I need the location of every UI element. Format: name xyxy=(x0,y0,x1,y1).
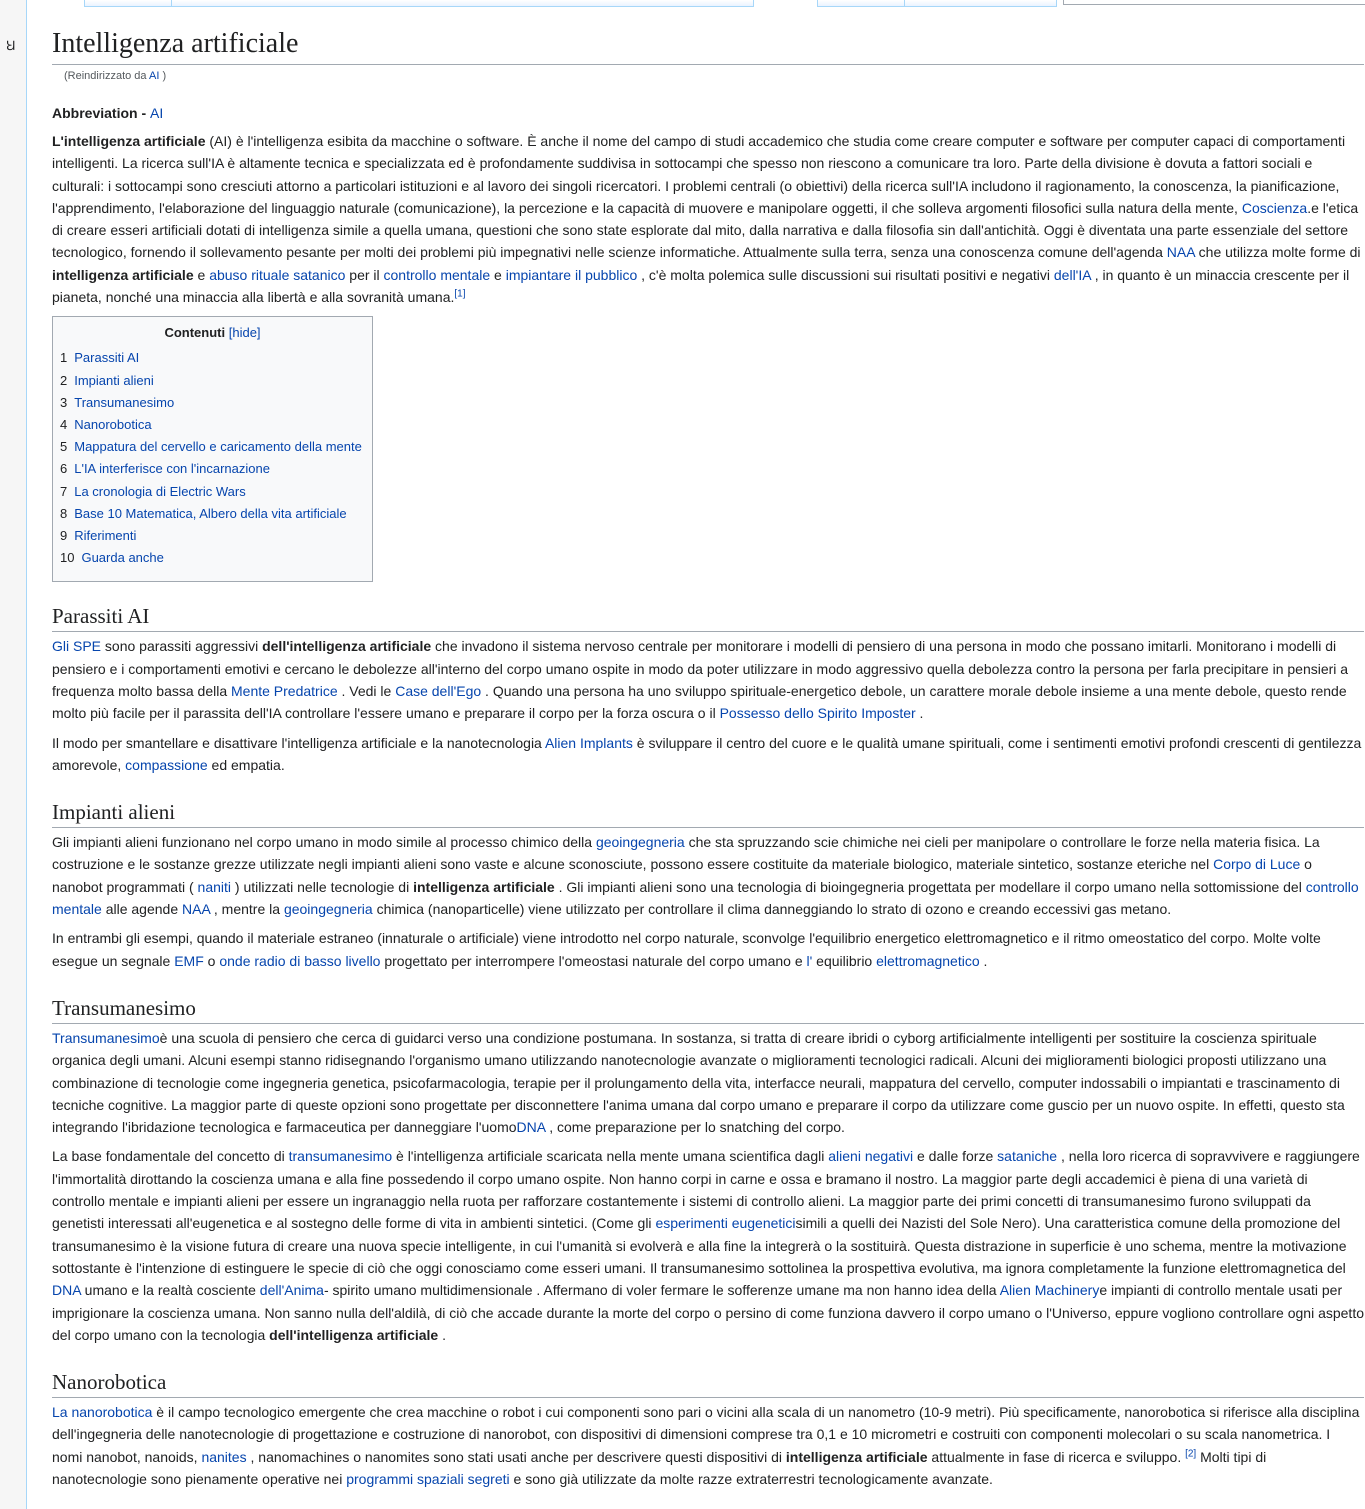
text: per il xyxy=(345,266,384,283)
paragraph xyxy=(52,635,1364,724)
text: ed empatia. xyxy=(207,756,285,773)
redirect-note xyxy=(64,69,1364,83)
link-naniti[interactable]: naniti xyxy=(197,878,231,895)
left-sidebar xyxy=(0,0,26,1509)
text: La base fondamentale del concetto di xyxy=(52,1148,289,1165)
reference-link[interactable]: [1] xyxy=(454,288,466,300)
link-mente-predatrice[interactable]: Mente Predatrice xyxy=(231,683,338,699)
link-l-apostrophe[interactable]: l' xyxy=(806,952,813,969)
toc-number: 9 xyxy=(60,528,68,543)
link-gli-spe[interactable]: Gli SPE xyxy=(52,638,102,655)
view-tabs[interactable] xyxy=(817,0,1057,7)
link-geoingegneria[interactable]: geoingegneria xyxy=(595,834,685,851)
toc-item[interactable] xyxy=(60,503,372,525)
link-programmi-spaziali[interactable]: programmi spaziali segreti xyxy=(346,1471,510,1488)
redirect-prefix: (Reindirizzato da xyxy=(64,70,149,82)
link-transumanesimo[interactable]: transumanesimo xyxy=(288,1148,393,1165)
abbreviation-label: Abbreviation - xyxy=(52,105,151,121)
paragraph xyxy=(52,1027,1364,1138)
text: . xyxy=(915,705,924,722)
toc-number: 7 xyxy=(60,483,68,499)
abbreviation-line xyxy=(52,103,1364,123)
toc-number: 8 xyxy=(60,505,68,521)
search-input[interactable] xyxy=(1063,0,1365,5)
link-possesso-spirito[interactable]: Possesso dello Spirito Imposter xyxy=(719,705,916,722)
bold-text: intelligenza artificiale xyxy=(413,878,555,895)
text: In entrambi gli esempi, quando il materiale estraneo (innaturale o artificiale) viene introdotto nel corpo naturale, sconvolge l'equilibrio energetico elettromagnetico e il ritmo omeostatico del corpo. Molte volte esegue un segnale xyxy=(52,930,1321,969)
text: - spirito umano multidimensionale . Affermano di voler fermare le sofferenze umane ma non hanno idea della xyxy=(323,1282,1000,1299)
redirect-suffix: ) xyxy=(159,70,167,82)
text: , in quanto è un minaccia crescente per il pianeta, nonché una minaccia alla libertà e alla sovranità umana. xyxy=(52,266,1350,306)
paragraph xyxy=(52,1401,1364,1490)
link-corpo-di-luce[interactable]: Corpo di Luce xyxy=(1213,856,1301,873)
redirect-link[interactable]: AI xyxy=(149,70,160,82)
toc-link-guarda-anche[interactable]: Guarda anche xyxy=(81,550,164,566)
bold-text: L'intelligenza artificiale xyxy=(52,133,206,149)
link-coscienza[interactable]: Coscienza xyxy=(1241,199,1308,216)
toc-number: 10 xyxy=(60,550,75,566)
link-dell-anima[interactable]: dell'Anima xyxy=(259,1282,324,1299)
link-controllo-mentale[interactable]: controllo mentale xyxy=(52,878,1359,918)
text: che invadono il sistema nervoso centrale per monitorare i modelli di pensiero di una persona in modo che possano imitarli. Monitorano i modelli di pensiero e i comportamenti emotivi e cercano le debolezze all'interno del corpo umano ospite in modo da poter utilizzare in modo aggressivo quella debolezza contro la persona per farla precipitare in pensieri a frequenza molto bassa della xyxy=(52,638,1349,699)
text: equilibrio xyxy=(812,952,877,969)
toc-item[interactable] xyxy=(60,347,372,369)
toc-link-incarnazione[interactable]: L'IA interferisce con l'incarnazione xyxy=(74,461,270,477)
toc-link-riferimenti[interactable]: Riferimenti xyxy=(74,528,137,543)
section-heading-parassiti-ai: Parassiti AI xyxy=(52,602,1364,632)
toc-item[interactable] xyxy=(60,525,372,547)
text: , come preparazione per lo snatching del corpo. xyxy=(545,1119,845,1136)
text: . Gli impianti alieni sono una tecnologia di bioingegneria progettata per modellare il corpo umano nella sottomissione del xyxy=(554,878,1306,895)
toc-link-base-10[interactable]: Base 10 Matematica, Albero della vita artificiale xyxy=(74,505,347,521)
link-nanites[interactable]: nanites xyxy=(201,1448,247,1465)
toc-number: 6 xyxy=(60,461,68,477)
link-sataniche[interactable]: sataniche xyxy=(997,1148,1058,1165)
toc-item[interactable] xyxy=(60,481,372,503)
text: , nanomachines o nanomites sono stati usati anche per descrivere questi dispositivi di xyxy=(246,1448,786,1465)
text: . Quando una persona ha uno sviluppo spirituale-energetico debole, un carattere morale debole insieme a una mente debole, questo rende molto più facile per il parassita dell'IA controllare l'essere umano e preparare il corpo per la forza oscura o il xyxy=(52,683,1347,722)
text: , mentre la xyxy=(210,901,284,918)
link-geoingegneria[interactable]: geoingegneria xyxy=(283,901,373,918)
toc-item[interactable] xyxy=(60,436,372,458)
text: , c'è molta polemica sulle discussioni sui risultati positivi e negativi xyxy=(637,266,1054,283)
text: simili a quelli dei Nazisti del Sole Nero). Una caratteristica comune della promozione del transumanesimo è la visione futura di creare una nuova specie intelligente, in cui l'umanità si evolverà e alla fine la integrerà o la sostituirà. Questa distrazione in superficie è uno schema, mentre la motivazione sottostante è l'intenzione di estinguere le specie di ciò che oggi conosciamo come esseri umani. Il transumanesimo sottolinea la prospettiva evolutiva, ma ignora completamente la funzione elettromagnetica del xyxy=(52,1215,1347,1276)
link-naa[interactable]: NAA xyxy=(182,901,211,918)
link-impiantare-pubblico[interactable]: impiantare il pubblico xyxy=(505,266,638,283)
toc-link-transumanesimo[interactable]: Transumanesimo xyxy=(74,394,175,410)
text: , nella loro ricerca di sopravvivere e raggiungere l'immortalità dirottando la coscienza umana e alla fine possedendo il corpo umano ospite. Non hanno corpi in carne e ossa e bramano il nostro. La maggior parte degli accademici è piena di una varietà di controllo mentale e impianti alieni per essere un ingranaggio nella ruota per rafforzare costantemente i sistemi di controllo alieni. La maggior parte dei primi concetti di transumanesimo furono sviluppati da genetisti interessati all'eugenetica e al sostegno delle forme di vita in ambienti sintetici. (Come gli xyxy=(52,1148,1360,1232)
paragraph xyxy=(52,927,1364,972)
toc-hide-toggle[interactable]: [hide] xyxy=(228,325,261,341)
paragraph xyxy=(52,1145,1364,1346)
link-compassione[interactable]: compassione xyxy=(125,756,208,773)
text: umano e la realtà cosciente xyxy=(80,1282,260,1299)
text: è sviluppare il centro del cuore e le qualità umane spirituali, come i sentimenti emotivi profondi crescenti di gentilezza amorevole, xyxy=(52,734,1362,773)
bold-text: intelligenza artificiale xyxy=(785,1448,928,1465)
link-alien-implants[interactable]: Alien Implants xyxy=(544,734,633,751)
link-esperimenti-eugenetici[interactable]: esperimenti eugenetici xyxy=(655,1215,796,1232)
link-dell-ia[interactable]: dell'IA xyxy=(1053,266,1091,283)
toc-number: 1 xyxy=(60,350,68,366)
link-naa[interactable]: NAA xyxy=(1166,244,1195,261)
paragraph xyxy=(52,732,1364,777)
toc-number: 3 xyxy=(60,394,68,410)
table-of-contents xyxy=(52,316,373,582)
tab-separator xyxy=(904,0,905,6)
toc-list xyxy=(53,347,372,569)
toc-link-parassiti-ai[interactable]: Parassiti AI xyxy=(74,350,140,366)
tab-separator xyxy=(171,0,172,6)
text: alle agende xyxy=(101,901,182,918)
link-emf[interactable]: EMF xyxy=(174,952,204,969)
section-heading-transumanesimo: Transumanesimo xyxy=(52,994,1364,1024)
link-dna[interactable]: DNA xyxy=(52,1282,81,1299)
toc-number: 4 xyxy=(60,416,68,432)
text: Il modo per smantellare e disattivare l'intelligenza artificiale e la nanotecnologia xyxy=(52,734,545,751)
link-la-nanorobotica[interactable]: La nanorobotica xyxy=(52,1404,153,1421)
toc-item[interactable] xyxy=(60,370,372,392)
text: (AI) è l'intelligenza esibita da macchine o software. È anche il nome del campo di studi accademico che studia come creare computer e software per computer capaci di comportamenti intelligenti. La ricerca sull'IA è altamente tecnica e specializzata ed è profondamente suddivisa in sottocampi che spesso non riescono a comunicare tra loro. Parte della divisione è dovuta a fattori sociali e culturali: i sottocampi sono cresciuti attorno a particolari istituzioni e al lavoro dei singoli ricercatori. I problemi centrali (o obiettivi) della ricerca sull'IA includono il ragionamento, la conoscenza, la pianificazione, l'apprendimento, l'elaborazione del linguaggio naturale (comunicazione), la percezione e la capacità di muovere e manipolare oggetti, il che solleva argomenti filosofici sulla natura della mente, xyxy=(52,133,1346,216)
text: o nanobot programmati ( xyxy=(52,856,1312,895)
text: attualmente in fase di ricerca e sviluppo. xyxy=(927,1448,1186,1465)
section-heading-impianti-alieni: Impianti alieni xyxy=(52,798,1364,828)
text: e impianti di controllo mentale usati per imprigionare la coscienza umana. Non sanno nulla dell'aldilà, di ciò che accade durante la morte del corpo o persino di come funziona davvero il corpo umano o l'Universo, eppure vogliono controllare ogni aspetto del corpo umano con la tecnologia xyxy=(52,1282,1365,1343)
text: . xyxy=(438,1326,446,1343)
page-title: Intelligenza artificiale xyxy=(52,26,1364,65)
section-heading-nanorobotica: Nanorobotica xyxy=(52,1368,1364,1398)
toc-link-nanorobotica[interactable]: Nanorobotica xyxy=(74,416,152,432)
text: è una scuola di pensiero che cerca di guidarci verso una condizione postumana. In sostanza, si tratta di creare ibridi o cyborg artificialmente intelligenti per sostituire la coscienza spirituale organica degli umani. Alcuni esempi stanno ridisegnando l'organismo umano utilizzando nanotecnologie avanzate o miglioramenti tecnologici radicali. Alcuni dei miglioramenti biologici proposti utilizzano una combinazione di tecnologie come ingegneria genetica, psicofarmacologia, terapie per il prolungamento della vita, interfacce neurali, mappatura del cervello, computer indossabili o impiantati e trascinamento di tecniche cognitive. La maggior parte di queste opzioni sono progettate per disconnettere l'anima umana dal corpo umano e preparare il corpo da utilizzare come guscio per un nuovo ospite. In effetti, questo sta integrando l'ibridazione tecnologica e farmaceutica per danneggiare l'uomo xyxy=(52,1029,1345,1136)
text: è l'intelligenza artificiale scaricata nella mente umana scientifica dagli xyxy=(392,1148,829,1165)
link-onde-radio[interactable]: onde radio di basso livello xyxy=(219,952,381,969)
toc-number: 2 xyxy=(60,372,68,388)
text: o xyxy=(203,952,220,969)
text: . xyxy=(979,952,988,969)
link-abuso-rituale[interactable]: abuso rituale satanico xyxy=(209,266,346,283)
text: e sono già utilizzate da molte razze extraterrestri tecnologicamente avanzate. xyxy=(509,1471,993,1488)
text: che sta spruzzando scie chimiche nei cieli per manipolare o controllare le forze nella materia fisica. La costruzione e le sostanze grezze utilizzate negli impianti alieni sono vaste e alcune sconosciute, possono essere costituite da materiale biologico, materiale sintetico, sostanze eteriche nel xyxy=(52,834,1320,873)
paragraph xyxy=(52,831,1364,920)
text: chimica (nanoparticelle) viene utilizzato per controllare il clima danneggiando lo strato di ozono e creando eccessivi gas metano. xyxy=(372,901,1172,918)
text: e dalle forze xyxy=(913,1148,998,1165)
link-transumanesimo[interactable]: Transumanesimo xyxy=(52,1029,160,1046)
sidebar-glyph: Ꞟ xyxy=(6,39,16,54)
toc-item[interactable] xyxy=(60,414,372,436)
link-dna[interactable]: DNA xyxy=(516,1119,546,1136)
bold-text: dell'intelligenza artificiale xyxy=(269,1326,439,1343)
text: ) utilizzati nelle tecnologie di xyxy=(231,878,414,895)
toc-link-electric-wars[interactable]: La cronologia di Electric Wars xyxy=(74,483,246,499)
text: .e l'etica di creare esseri artificiali dotati di intelligenza simile a quella umana, questioni che sono state esplorate dal mito, dalla narrativa e dalla filosofia sin dall'antichità. Oggi è diventata una parte essenziale del settore tecnologico, fornendo il sollevamento pesante per molti dei problemi più impegnativi nelle scienze informatiche. Attualmente sulla terra, senza una conoscenza comune dell'agenda xyxy=(52,199,1359,261)
intro-paragraph xyxy=(52,130,1364,308)
article xyxy=(52,26,1364,1490)
link-case-ego[interactable]: Case dell'Ego xyxy=(395,683,482,699)
reference-link[interactable]: [2] xyxy=(1185,1448,1197,1460)
toc-item[interactable] xyxy=(60,392,372,414)
bold-text: intelligenza artificiale xyxy=(52,266,194,283)
text: e xyxy=(490,266,506,283)
link-elettromagnetico[interactable]: elettromagnetico xyxy=(876,952,980,969)
toc-link-impianti-alieni[interactable]: Impianti alieni xyxy=(74,372,154,388)
text: e xyxy=(193,266,210,283)
text: Gli impianti alieni funzionano nel corpo umano in modo simile al processo chimico della xyxy=(52,834,596,851)
link-alien-machinery[interactable]: Alien Machinery xyxy=(999,1282,1100,1299)
text: è il campo tecnologico emergente che crea macchine o robot i cui componenti sono pari o vicini alla scala di un nanometro (10-9 metri). Più specificamente, nanorobotica si riferisce alla disciplina dell'ingegneria delle nanotecnologie di progettazione e costruzione di nanorobot, con dispositivi di dimensioni comprese tra 0,1 e 10 micrometri e costruiti con componenti molecolari o su scala nanometrica. I nomi nanobot, nanoids, xyxy=(52,1404,1360,1465)
page-tabs[interactable] xyxy=(84,0,754,7)
content-area xyxy=(26,0,1365,1509)
bold-text: dell'intelligenza artificiale xyxy=(262,638,432,655)
text: sono parassiti aggressivi xyxy=(101,638,263,655)
text: Molti tipi di nanotecnologie sono pienamente operative nei xyxy=(52,1448,1267,1488)
toc-link-mappatura[interactable]: Mappatura del cervello e caricamento della mente xyxy=(74,439,362,455)
toc-item[interactable] xyxy=(60,547,372,569)
text: che utilizza molte forme di xyxy=(1194,244,1361,261)
text: . Vedi le xyxy=(337,683,396,699)
toc-title: Contenuti xyxy=(164,325,226,341)
toc-header xyxy=(53,323,372,343)
abbreviation-link[interactable]: AI xyxy=(150,105,164,121)
link-alieni-negativi[interactable]: alieni negativi xyxy=(828,1148,914,1165)
text: progettato per interrompere l'omeostasi naturale del corpo umano e xyxy=(380,952,807,969)
toc-number: 5 xyxy=(60,439,68,455)
link-controllo-mentale[interactable]: controllo mentale xyxy=(383,266,491,283)
toc-item[interactable] xyxy=(60,458,372,480)
